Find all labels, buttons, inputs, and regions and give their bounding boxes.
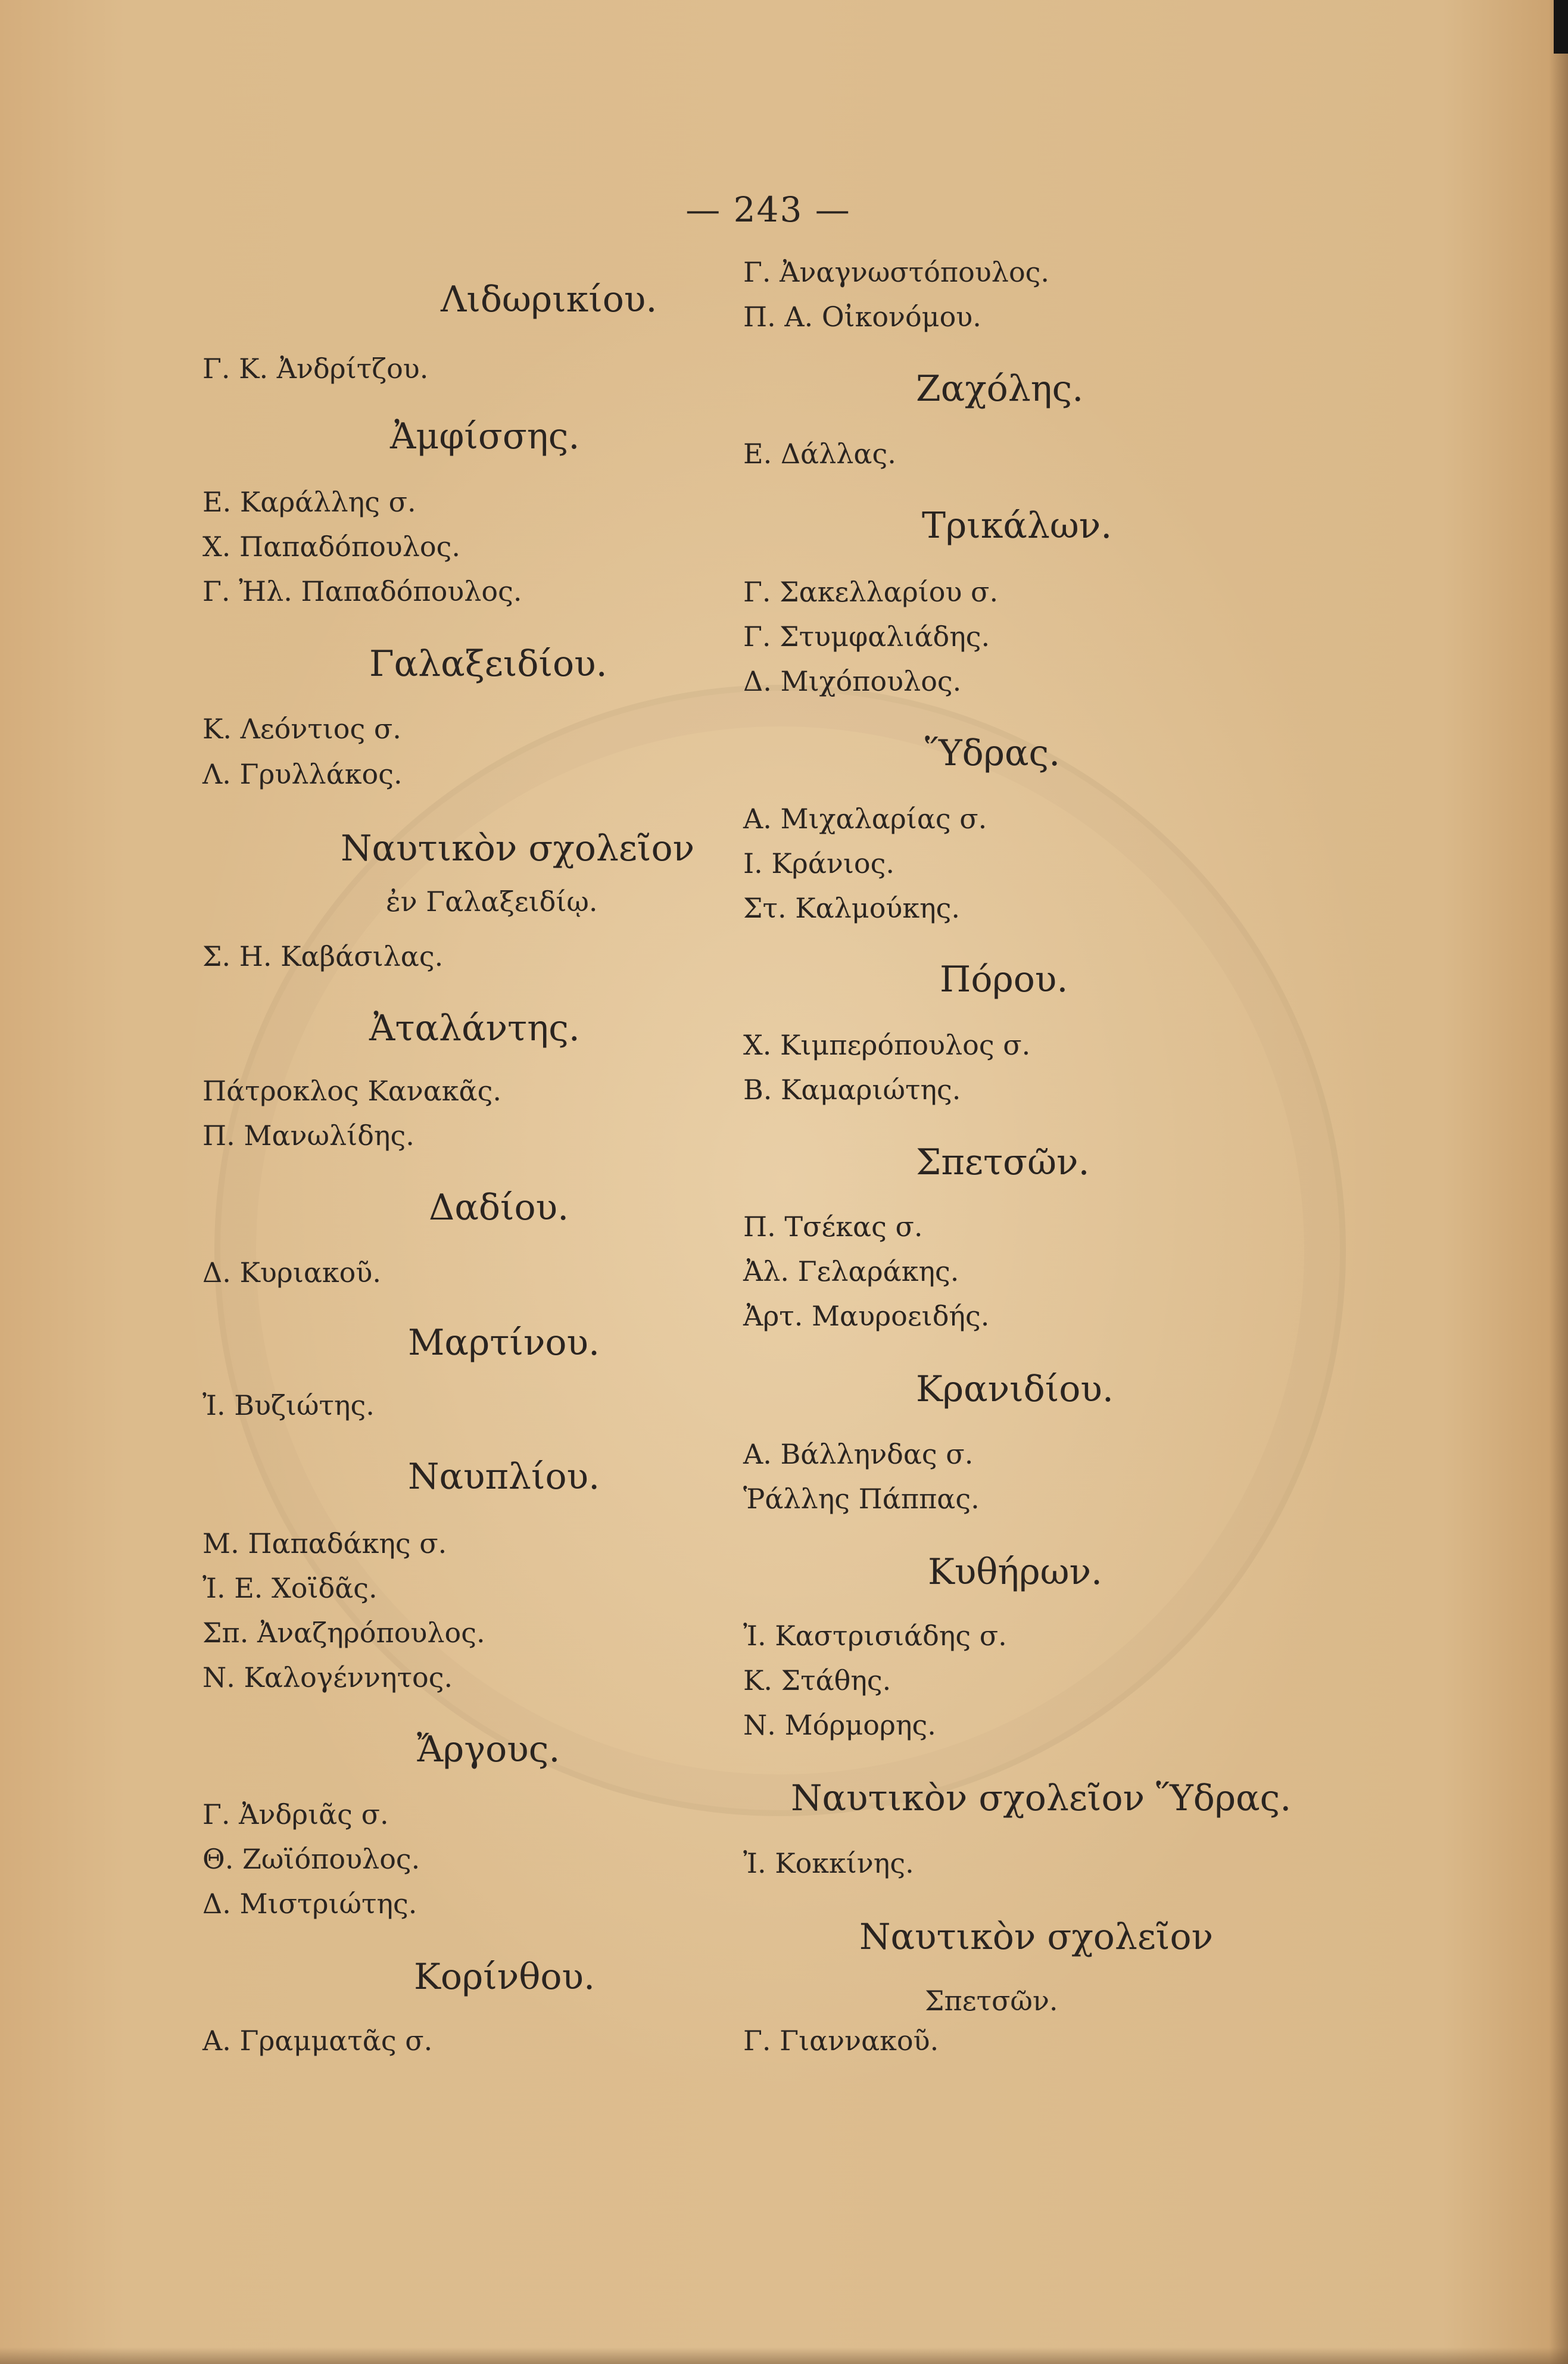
section-heading: Ἄργους. — [417, 1729, 560, 1770]
section-heading: Μαρτίνου. — [408, 1322, 600, 1364]
section-heading: Ζαχόλης. — [916, 368, 1084, 410]
name-entry: Γ. Ἀνδριᾶς σ. — [202, 1798, 389, 1830]
section-heading: Τρικάλων. — [922, 505, 1112, 547]
page-edge-shadow — [1549, 0, 1568, 2364]
section-heading: Γαλαξειδίου. — [369, 643, 607, 685]
name-entry: Ἀλ. Γελαράκης. — [743, 1255, 959, 1287]
page-number: — 243 — — [685, 189, 851, 230]
section-heading: Ἀταλάντης. — [369, 1008, 580, 1049]
name-entry: Μ. Παπαδάκης σ. — [202, 1527, 447, 1560]
name-entry: Ν. Καλογέννητος. — [202, 1661, 453, 1694]
name-entry: Στ. Καλμούκης. — [743, 892, 961, 924]
name-entry: Γ. Γιαννακοῦ. — [743, 2025, 939, 2057]
name-entry: Σ. Η. Καβάσιλας. — [202, 940, 444, 972]
section-heading: Ὕδρας. — [925, 732, 1061, 774]
name-entry: Ν. Μόρμορης. — [743, 1709, 936, 1741]
name-entry: Π. Μανωλίδης. — [202, 1119, 414, 1152]
name-entry: Ἰ. Βυζιώτης. — [202, 1389, 375, 1421]
name-entry: Σπ. Ἀναζηρόπουλος. — [202, 1617, 485, 1649]
name-entry: Β. Καμαριώτης. — [743, 1074, 961, 1106]
name-entry: Λ. Γρυλλάκος. — [202, 758, 403, 790]
name-entry: Ε. Καράλλης σ. — [202, 486, 416, 518]
section-heading: Ναυτικὸν σχολεῖον — [859, 1916, 1214, 1958]
name-entry: Χ. Κιμπερόπουλος σ. — [743, 1029, 1031, 1061]
section-subheading: Σπετσῶν. — [925, 1985, 1058, 2017]
section-heading: Κορίνθου. — [414, 1956, 596, 1998]
name-entry: Θ. Ζωϊόπουλος. — [202, 1843, 420, 1875]
name-entry: Ι. Κράνιος. — [743, 847, 894, 880]
name-entry: Ε. Δάλλας. — [743, 438, 896, 470]
name-entry: Δ. Μιχόπουλος. — [743, 665, 962, 697]
name-entry: Πάτροκλος Κανακᾶς. — [202, 1075, 502, 1107]
section-heading: Σπετσῶν. — [916, 1142, 1090, 1183]
page-bottom-shadow — [0, 2347, 1568, 2364]
name-entry: Χ. Παπαδόπουλος. — [202, 531, 460, 563]
name-entry: Π. Α. Οἰκονόμου. — [743, 301, 981, 333]
name-entry: Κ. Λεόντιος σ. — [202, 713, 401, 745]
name-entry: Ἰ. Ε. Χοϊδᾶς. — [202, 1572, 378, 1604]
name-entry: Α. Μιχαλαρίας σ. — [743, 803, 987, 835]
name-entry: Α. Γραμματᾶς σ. — [202, 2025, 433, 2057]
name-entry: Ἰ. Καστρισιάδης σ. — [743, 1620, 1007, 1652]
section-heading: Ἀμφίσσης. — [390, 416, 580, 457]
name-entry: Π. Τσέκας σ. — [743, 1211, 923, 1243]
name-entry: Γ. Ἀναγνωστόπουλος. — [743, 256, 1050, 288]
name-entry: Γ. Σακελλαρίου σ. — [743, 576, 999, 608]
section-heading: Κρανιδίου. — [916, 1368, 1114, 1410]
name-entry: Ῥάλλης Πάππας. — [743, 1483, 980, 1515]
section-heading: Ναυτικὸν σχολεῖον Ὕδρας. — [791, 1777, 1292, 1819]
name-entry: Ἀρτ. Μαυροειδής. — [743, 1300, 990, 1332]
scan-corner-mark — [1554, 0, 1568, 54]
section-heading: Δαδίου. — [429, 1187, 569, 1228]
name-entry: Γ. Στυμφαλιάδης. — [743, 620, 990, 653]
section-heading: Ναυτικὸν σχολεῖον — [341, 828, 695, 869]
section-subheading: ἐν Γαλαξειδίῳ. — [386, 885, 598, 918]
name-entry: Γ. Κ. Ἀνδρίτζου. — [202, 353, 429, 385]
section-heading: Πόρου. — [940, 959, 1068, 1000]
section-heading: Ναυπλίου. — [408, 1456, 600, 1498]
name-entry: Κ. Στάθης. — [743, 1664, 891, 1696]
name-entry: Ἰ. Κοκκίνης. — [743, 1847, 914, 1879]
name-entry: Δ. Κυριακοῦ. — [202, 1256, 381, 1289]
name-entry: Α. Βάλληνδας σ. — [743, 1438, 974, 1470]
section-heading: Λιδωρικίου. — [441, 279, 657, 320]
name-entry: Γ. Ἠλ. Παπαδόπουλος. — [202, 575, 522, 607]
section-heading: Κυθήρων. — [928, 1551, 1103, 1593]
name-entry: Δ. Μιστριώτης. — [202, 1888, 417, 1920]
